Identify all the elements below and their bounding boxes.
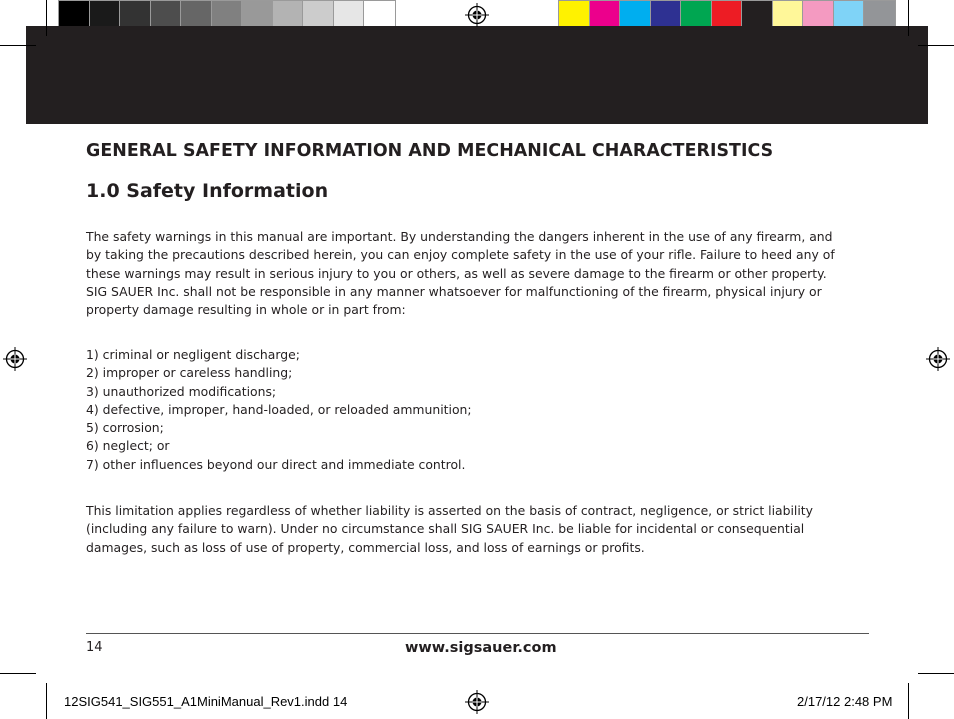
list-item: 1) criminal or negligent discharge;: [86, 347, 300, 362]
crop-mark-top-left-h: [0, 45, 36, 46]
causes-list: [86, 346, 876, 474]
crop-mark-top-right-h: [918, 45, 954, 46]
intro-line: property damage resulting in whole or in part from:: [86, 302, 406, 318]
registration-target-icon: [3, 347, 27, 371]
page-number: 14: [86, 640, 103, 655]
intro-paragraph: [86, 228, 876, 319]
limitation-line: (including any failure to warn). Under no circumstance shall SIG SAUER Inc. be liable for incidental or consequential: [86, 521, 805, 537]
list-item: 6) neglect; or: [86, 438, 170, 454]
list-item: 4) defective, improper, hand-loaded, or reloaded ammunition;: [86, 401, 472, 417]
limitation-line: This limitation applies regardless of whether liability is asserted on the basis of contract, negligence, or strict liability: [86, 503, 813, 518]
crop-mark-bottom-left-h: [0, 673, 36, 674]
footer-rule: [86, 633, 869, 634]
page-heading: GENERAL SAFETY INFORMATION AND MECHANICAL CHARACTERISTICS: [86, 141, 774, 161]
registration-target-icon: [465, 690, 489, 714]
list-item: 7) other influences beyond our direct and immediate control.: [86, 456, 466, 472]
intro-line: by taking the precautions described herein, you can enjoy complete safety in the use of your rifle. Failure to heed any of: [86, 247, 835, 263]
intro-line: The safety warnings in this manual are important. By understanding the dangers inherent in the use of any firearm, and: [86, 229, 833, 244]
limitation-paragraph: [86, 502, 876, 557]
crop-mark-top-left-v: [46, 0, 47, 36]
header-band: [26, 26, 928, 124]
intro-line: these warnings may result in serious injury to you or others, as well as severe damage to the firearm or other property.: [86, 265, 827, 281]
list-item: 5) corrosion;: [86, 420, 164, 436]
registration-target-icon: [465, 3, 489, 27]
footer-url: www.sigsauer.com: [405, 640, 557, 656]
limitation-line: damages, such as loss of use of property, commercial loss, and loss of earnings or profits.: [86, 539, 645, 555]
crop-mark-bottom-right-h: [918, 673, 954, 674]
registration-target-icon: [926, 347, 950, 371]
slug-datetime: 2/17/12 2:48 PM: [797, 694, 893, 709]
section-title: 1.0 Safety Information: [86, 180, 329, 202]
intro-line: SIG SAUER Inc. shall not be responsible in any manner whatsoever for malfunctioning of the firearm, physical injury or: [86, 283, 822, 299]
crop-mark-top-right-v: [908, 0, 909, 36]
crop-mark-bottom-left-v: [46, 683, 47, 719]
crop-mark-bottom-right-v: [908, 683, 909, 719]
list-item: 3) unauthorized modifications;: [86, 383, 277, 399]
list-item: 2) improper or careless handling;: [86, 365, 293, 381]
slug-filename: 12SIG541_SIG551_A1MiniManual_Rev1.indd 14: [64, 694, 348, 709]
